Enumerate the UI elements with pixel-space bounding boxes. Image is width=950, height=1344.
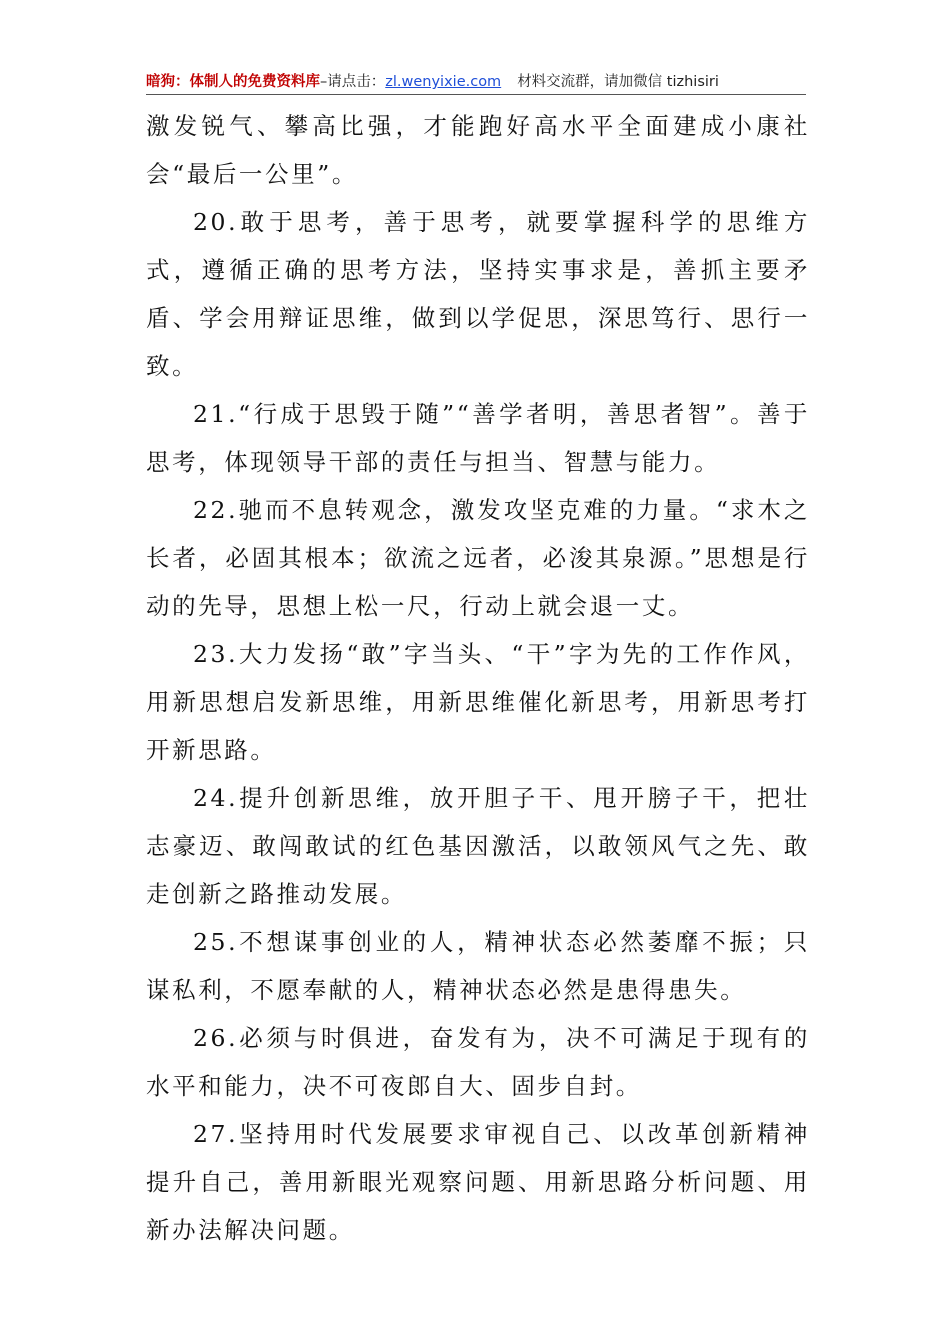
page-header bbox=[146, 70, 806, 95]
header-prompt: –请点击： bbox=[320, 74, 386, 90]
paragraph-25: 25.不想谋事创业的人，精神状态必然萎靡不振；只谋私利，不愿奉献的人，精神状态必然是患得患失。 bbox=[146, 928, 810, 1004]
paragraph-20: 20.敢于思考，善于思考，就要掌握科学的思维方式，遵循正确的思考方法，坚持实事求是，善抓主要矛盾、学会用辩证思维，做到以学促思，深思笃行、思行一致。 bbox=[146, 208, 810, 380]
paragraph-21: 21.“行成于思毁于随”“善学者明，善思者智”。善于思考，体现领导干部的责任与担当、智慧与能力。 bbox=[146, 400, 810, 476]
paragraph-22: 22.驰而不息转观念，激发攻坚克难的力量。“求木之长者，必固其根本；欲流之远者，必浚其泉源。”思想是行动的先导，思想上松一尺，行动上就会退一丈。 bbox=[146, 496, 810, 620]
paragraph-23: 23.大力发扬“敢”字当头、“干”字为先的工作作风，用新思想启发新思维，用新思维催化新思考，用新思考打开新思路。 bbox=[146, 640, 810, 764]
paragraph-26: 26.必须与时俱进，奋发有为，决不可满足于现有的水平和能力，决不可夜郎自大、固步自封。 bbox=[146, 1024, 810, 1100]
header-contact: 材料交流群，请加微信 tizhisiri bbox=[517, 74, 719, 90]
header-brand: 暗狗：体制人的免费资料库 bbox=[146, 74, 320, 90]
header-link[interactable]: zl.wenyixie.com bbox=[385, 74, 502, 90]
paragraph-24: 24.提升创新思维，放开胆子干、甩开膀子干，把壮志豪迈、敢闯敢试的红色基因激活，以敢领风气之先、敢走创新之路推动发展。 bbox=[146, 784, 810, 908]
paragraph-27: 27.坚持用时代发展要求审视自己、以改革创新精神提升自己，善用新眼光观察问题、用新思路分析问题、用新办法解决问题。 bbox=[146, 1120, 810, 1244]
paragraph-continuation: 激发锐气、攀高比强，才能跑好高水平全面建成小康社会“最后一公里”。 bbox=[146, 112, 810, 188]
document-body bbox=[146, 102, 810, 1254]
